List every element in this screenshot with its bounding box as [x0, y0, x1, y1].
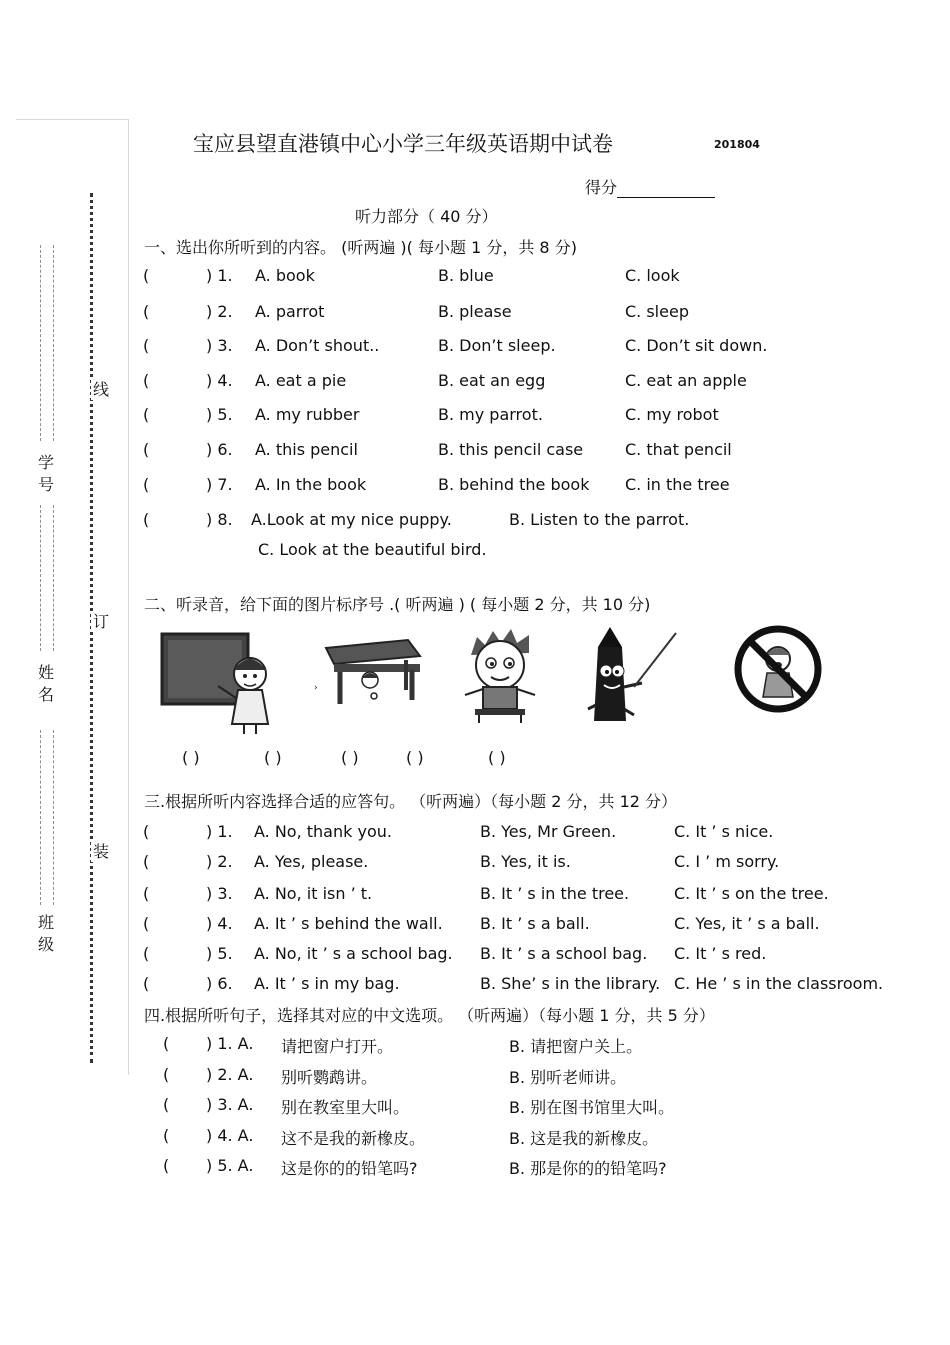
score-blank[interactable]	[617, 181, 715, 198]
option-b: B. It ’ s a school bag.	[480, 944, 648, 963]
section3-title: 三.根据所听内容选择合适的应答句。 （听两遍）（每小题 2 分，共 12 分）	[144, 792, 678, 811]
picture-blank-2[interactable]: ( )	[264, 748, 282, 767]
section4-title: 四.根据所听句子，选择其对应的中文选项。 （听两遍）（每小题 1 分，共 5 分）	[144, 1006, 715, 1025]
option-b: B. Yes, it is.	[480, 852, 571, 871]
answer-paren[interactable]: (	[143, 266, 150, 285]
picture-no-shouting-sign	[733, 623, 823, 715]
answer-paren[interactable]: (	[163, 1095, 170, 1114]
item-number: ) 5.	[206, 405, 233, 424]
item-number: ) 1.	[206, 266, 233, 285]
answer-paren[interactable]: (	[143, 336, 150, 355]
option-a: A. It ’ s in my bag.	[254, 974, 400, 993]
option-a: A. No, it isn ’ t.	[254, 884, 373, 903]
item-number: ) 1. A.	[206, 1034, 254, 1053]
section1-title: 一、选出你所听到的内容。 (听两遍 )( 每小题 1 分，共 8 分)	[144, 238, 577, 257]
answer-paren[interactable]: (	[143, 852, 150, 871]
option-a: A.Look at my nice puppy.	[251, 510, 452, 529]
answer-paren[interactable]: (	[163, 1065, 170, 1084]
answer-paren[interactable]: (	[143, 405, 150, 424]
option-c: C. sleep	[625, 302, 689, 321]
option-b: B. please	[438, 302, 512, 321]
answer-paren[interactable]: (	[163, 1034, 170, 1053]
option-b: B. 这是我的新橡皮。	[509, 1129, 659, 1148]
option-b: B. eat an egg	[438, 371, 546, 390]
class-line	[40, 730, 54, 905]
option-a: 请把窗户打开。	[281, 1037, 394, 1056]
option-c: C. in the tree	[625, 475, 730, 494]
option-a: A. No, thank you.	[254, 822, 392, 841]
option-a: A. my rubber	[255, 405, 360, 424]
option-c: C. Look at the beautiful bird.	[258, 540, 487, 559]
option-a: 别听鹦鹉讲。	[281, 1068, 378, 1087]
option-b: B. Listen to the parrot.	[509, 510, 690, 529]
answer-paren[interactable]: (	[143, 914, 150, 933]
section2-title: 二、听录音，给下面的图片标序号 .( 听两遍 ) ( 每小题 2 分，共 10 分)	[144, 595, 651, 614]
option-c: C. that pencil	[625, 440, 732, 459]
option-a: A. parrot	[255, 302, 325, 321]
answer-paren[interactable]: (	[143, 475, 150, 494]
option-a: 这是你的的铅笔吗?	[281, 1159, 418, 1178]
binding-char-line: 线	[92, 380, 109, 399]
picture-table-with-child	[312, 630, 424, 708]
answer-paren[interactable]: (	[143, 510, 150, 529]
item-number: ) 5.	[206, 944, 233, 963]
option-b: B. Don’t sleep.	[438, 336, 556, 355]
binding-char-order: 订	[92, 612, 109, 631]
picture-girl-at-blackboard	[160, 628, 278, 736]
option-c: C. He ’ s in the classroom.	[674, 974, 884, 993]
option-b: B. my parrot.	[438, 405, 543, 424]
item-number: ) 2. A.	[206, 1065, 254, 1084]
option-b: B. It ’ s a ball.	[480, 914, 590, 933]
picture-pencil-with-pointer	[584, 625, 680, 725]
option-b: B. It ’ s in the tree.	[480, 884, 630, 903]
option-b: B. 那是你的的铅笔吗?	[509, 1159, 667, 1178]
answer-paren[interactable]: (	[143, 974, 150, 993]
item-number: ) 3. A.	[206, 1095, 254, 1114]
exam-title: 宝应县望直港镇中心小学三年级英语期中试卷	[193, 132, 613, 156]
option-c: C. Don’t sit down.	[625, 336, 768, 355]
option-c: C. It ’ s on the tree.	[674, 884, 829, 903]
option-a: A. this pencil	[255, 440, 358, 459]
date-code: 201804	[714, 138, 760, 151]
item-number: ) 6.	[206, 974, 233, 993]
option-b: B. 请把窗户关上。	[509, 1037, 643, 1056]
item-number: ) 4. A.	[206, 1126, 254, 1145]
item-number: ) 2.	[206, 852, 233, 871]
student-id-text: 学号	[38, 453, 56, 494]
picture-blank-5[interactable]: ( )	[488, 748, 506, 767]
listening-header: 听力部分（ 40 分）	[355, 207, 498, 226]
student-id-label	[38, 452, 58, 496]
item-number: ) 5. A.	[206, 1156, 254, 1175]
item-number: ) 3.	[206, 336, 233, 355]
class-text: 班级	[38, 913, 56, 954]
option-a: 别在教室里大叫。	[281, 1098, 410, 1117]
name-label	[38, 662, 58, 706]
item-number: ) 4.	[206, 914, 233, 933]
binding-char-install: 装	[92, 842, 109, 861]
option-b: B. 别听老师讲。	[509, 1068, 627, 1087]
option-a: A. book	[255, 266, 315, 285]
answer-paren[interactable]: (	[143, 944, 150, 963]
picture-blank-4[interactable]: ( )	[406, 748, 424, 767]
option-a: A. Don’t shout..	[255, 336, 380, 355]
option-c: C. I ’ m sorry.	[674, 852, 780, 871]
answer-paren[interactable]: (	[143, 822, 150, 841]
option-a: A. It ’ s behind the wall.	[254, 914, 443, 933]
option-b: B. She’ s in the library.	[480, 974, 661, 993]
item-number: ) 1.	[206, 822, 233, 841]
score-field	[585, 175, 715, 198]
binding-margin	[16, 119, 129, 1075]
option-b: B. this pencil case	[438, 440, 584, 459]
option-c: C. eat an apple	[625, 371, 747, 390]
option-b: B. blue	[438, 266, 494, 285]
answer-paren[interactable]: (	[163, 1156, 170, 1175]
option-a: A. eat a pie	[255, 371, 347, 390]
picture-blank-1[interactable]: ( )	[182, 748, 200, 767]
answer-paren[interactable]: (	[143, 884, 150, 903]
option-c: C. It ’ s red.	[674, 944, 767, 963]
item-number: ) 3.	[206, 884, 233, 903]
score-label: 得分	[585, 178, 618, 197]
answer-paren[interactable]: (	[143, 371, 150, 390]
item-number: ) 7.	[206, 475, 233, 494]
option-b: B. Yes, Mr Green.	[480, 822, 617, 841]
picture-blank-3[interactable]: ( )	[341, 748, 359, 767]
option-c: C. look	[625, 266, 680, 285]
option-c: C. Yes, it ’ s a ball.	[674, 914, 820, 933]
option-a: A. Yes, please.	[254, 852, 369, 871]
picture-boy-sitting	[455, 625, 545, 725]
item-number: ) 2.	[206, 302, 233, 321]
answer-paren[interactable]: (	[143, 440, 150, 459]
item-number: ) 8.	[206, 510, 233, 529]
option-b: B. behind the book	[438, 475, 590, 494]
student-id-line	[40, 245, 54, 441]
answer-paren[interactable]: (	[163, 1126, 170, 1145]
option-a: A. No, it ’ s a school bag.	[254, 944, 453, 963]
svg-text:›: ›	[314, 683, 318, 693]
class-label	[38, 912, 58, 956]
option-c: C. It ’ s nice.	[674, 822, 774, 841]
name-text: 姓名	[38, 663, 56, 704]
option-c: C. my robot	[625, 405, 719, 424]
option-b: B. 别在图书馆里大叫。	[509, 1098, 675, 1117]
option-a: A. In the book	[255, 475, 367, 494]
option-a: 这不是我的新橡皮。	[281, 1129, 426, 1148]
item-number: ) 6.	[206, 440, 233, 459]
answer-paren[interactable]: (	[143, 302, 150, 321]
item-number: ) 4.	[206, 371, 233, 390]
name-line	[40, 505, 54, 651]
